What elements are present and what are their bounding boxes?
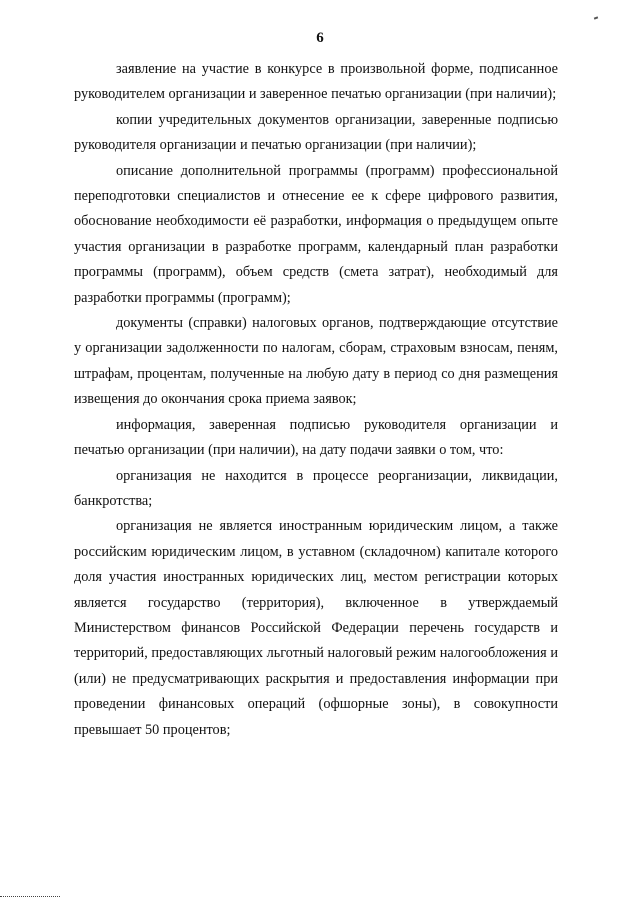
paragraph-tax-certificates: документы (справки) налоговых органов, подтверждающие отсутствие у организации задолженности по налогам, сборам, страховым взносам, пеням, штрафам, процентам, полученные на любую дату в период со дня размещения извещения до окончания срока приема заявок; — [74, 315, 558, 408]
scan-speck — [594, 16, 598, 19]
footer-rule — [0, 896, 60, 897]
paragraph-program-description: описание дополнительной программы (программ) профессиональной переподготовки специалистов и отнесение ее к сфере цифрового развития, обоснование необходимости её разработки, информация о предыдущем опыте участия организации в разработке программ, календарный план разработки программы (программ), объем средств (смета затрат), необходимый для разработки программы (программ); — [74, 162, 558, 306]
document-body — [74, 57, 558, 743]
paragraph-certified-info: информация, заверенная подписью руководителя организации и печатью организации (при наличии), на дату подачи заявки о том, что: — [74, 416, 558, 459]
paragraph-charter-copies: копии учредительных документов организации, заверенные подписью руководителя организации и печатью организации (при наличии); — [74, 111, 558, 154]
paragraph-application: заявление на участие в конкурсе в произвольной форме, подписанное руководителем организации и заверенное печатью организации (при наличии); — [74, 61, 558, 103]
paragraph-not-foreign-entity: организация не является иностранным юридическим лицом, а также российским юридическим лицом, в уставном (складочном) капитале которого доля участия иностранных юридических лиц, местом регистрации которых является государство (территория), включенное в утверждаемый Министерством финансов Российской Федерации перечень государств и территорий, предоставляющих льготный налоговый режим налогообложения и (или) не предусматривающих раскрытия и предоставления информации при проведении финансовых операций (офшорные зоны), в совокупности превышает 50 процентов; — [74, 518, 558, 738]
page-number: 6 — [316, 30, 324, 46]
paragraph-no-reorganization: организация не находится в процессе реорганизации, ликвидации, банкротства; — [74, 467, 558, 509]
